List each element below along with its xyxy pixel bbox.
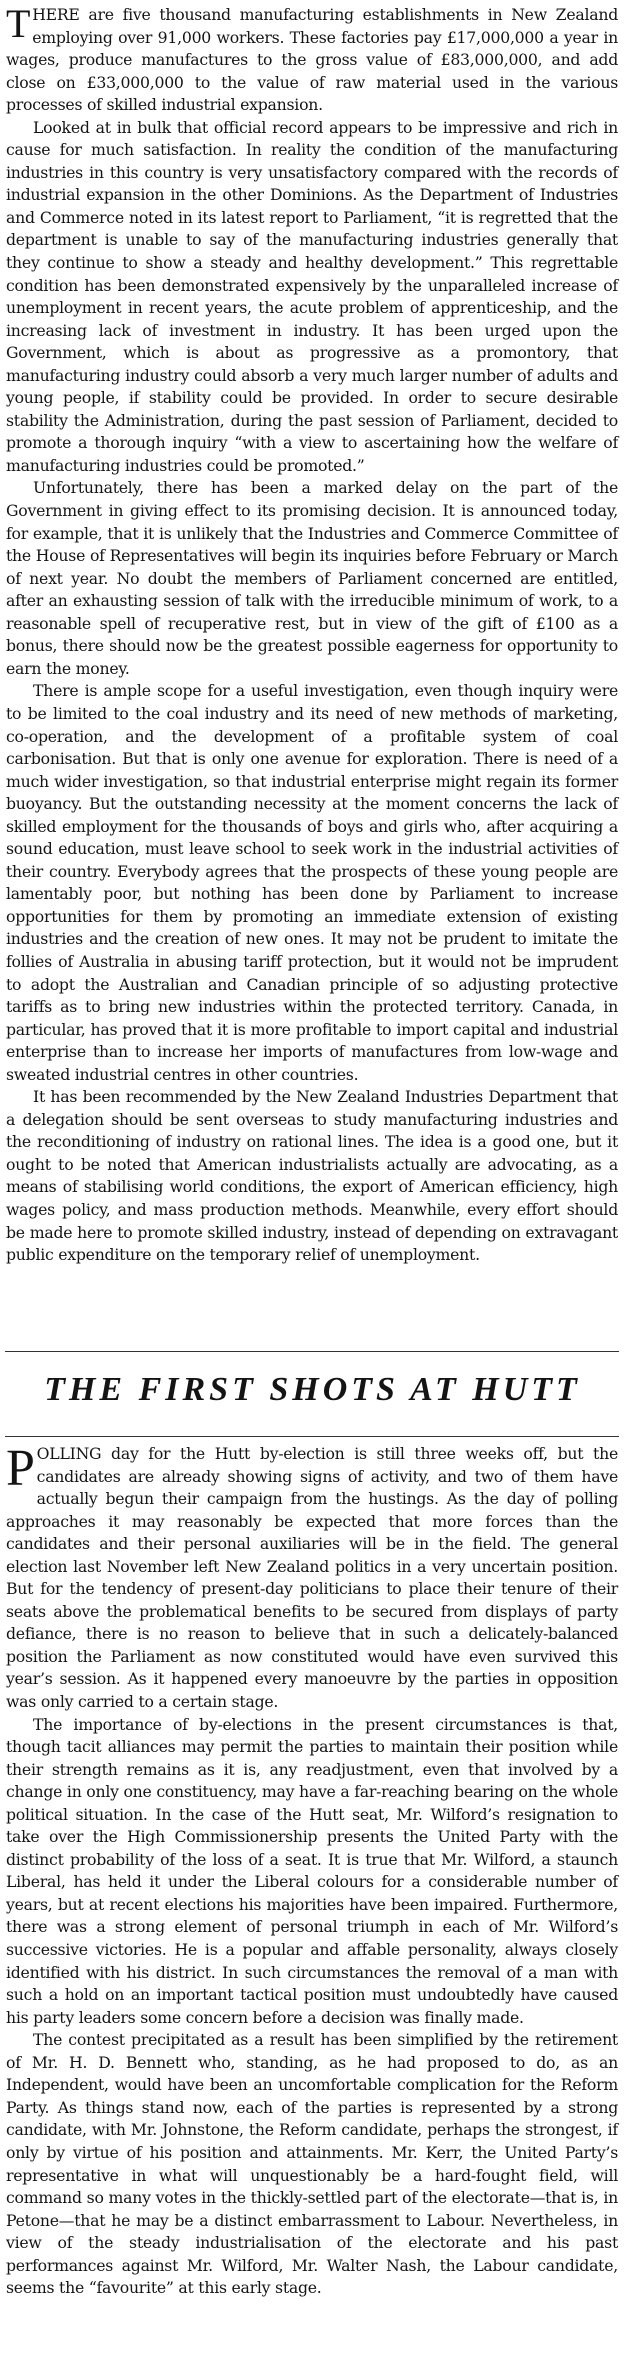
lead-text: HERE are five thousand manufacturing establishments in New Zealand employing over 91,000 workers. These factories pay £17,000,000 a year in wages, produce manufactures to the gross value of £83,000,000, and add close on £33,000,000 to the value of raw material used in the various processes of skilled industrial expansion. xyxy=(6,5,618,115)
section-divider-top xyxy=(5,1351,619,1352)
drop-cap-p: P xyxy=(6,1440,35,1497)
article-hutt-by-election xyxy=(6,1440,618,2300)
article-manufacturing xyxy=(6,1,618,1267)
article-paragraph: The contest precipitated as a result has been simplified by the retirement of Mr. H. D. Bennett who, standing, as he had proposed to do, as an Independent, would have been an uncomfortable complication for the Reform Party. As things stand now, each of the parties is represented by a strong candidate, with Mr. Johnstone, the Reform candidate, perhaps the strongest, if only by virtue of his position and attainments. Mr. Kerr, the United Party’s representative in what will unquestionably be a hard-fought field, will command so many votes in the thickly-settled part of the electorate—that is, in Petone—that he may be a distinct embarrassment to Labour. Nevertheless, in view of the steady industrialisation of the electorate and his past performances against Mr. Wilford, Mr. Walter Nash, the Labour candidate, seems the “favourite” at this early stage. xyxy=(6,2030,618,2298)
article-paragraph: There is ample scope for a useful investigation, even though inquiry were to be limited to the coal industry and its need of new methods of marketing, co-operation, and the development of a profitable system of coal carbonisation. But that is only one avenue for exploration. There is need of a much wider investigation, so that industrial enterprise might regain its former buoyancy. But the outstanding necessity at the moment concerns the lack of skilled employment for the thousands of boys and girls who, after acquiring a sound education, must leave school to seek work in the industrial activities of their country. Everybody agrees that the prospects of these young people are lamentably poor, but nothing has been done by Parliament to increase opportunities for them by promoting an immediate extension of existing industries and the creation of new ones. It may not be prudent to imitate the follies of Australia in abusing tariff protection, but it would not be imprudent to adopt the Australian and Canadian principle of so adjusting protective tariffs as to bring new industries within the protected territory. Canada, in particular, has proved that it is more profitable to import capital and industrial enterprise than to increase her imports of manufactures from low-wage and sweated industrial centres in other countries. xyxy=(6,681,618,1084)
article-paragraph: Unfortunately, there has been a marked delay on the part of the Government in giving effect to its promising decision. It is announced today, for example, that it is unlikely that the Industries and Commerce Committee of the House of Representatives will begin its inquiries before February or March of next year. No doubt the members of Parliament concerned are entitled, after an exhausting session of talk with the irreducible minimum of work, to a reasonable spell of recuperative rest, but in view of the gift of £100 as a bonus, there should now be the greatest possible eagerness for opportunity to earn the money. xyxy=(6,478,618,678)
article-paragraph: It has been recommended by the New Zealand Industries Department that a delegation should be sent overseas to study manufacturing industries and the reconditioning of industry on rational lines. The idea is a good one, but it ought to be noted that American industrialists actually are advocating, as a means of stabilising world conditions, the export of American efficiency, high wages policy, and mass production methods. Meanwhile, every effort should be made here to promote skilled industry, instead of depending on extravagant public expenditure on the temporary relief of unemployment. xyxy=(6,1087,618,1265)
article-paragraph: The importance of by-elections in the present circumstances is that, though tacit alliances may permit the parties to maintain their position while their strength remains as it is, any readjustment, even that involved by a change in only one constituency, may have a far-reaching bearing on the whole political situation. In the case of the Hutt seat, Mr. Wilford’s resignation to take over the High Commissionership presents the United Party with the distinct probability of the loss of a seat. It is true that Mr. Wilford, a staunch Liberal, has held it under the Liberal colours for a considerable number of years, but at recent elections his majorities have been impaired. Furthermore, there was a strong element of personal triumph in each of Mr. Wilford’s successive victories. He is a popular and affable personality, always closely identified with his district. In such circumstances the removal of a man with such a hold on an important tactical position must undoubtedly have caused his party leaders some concern before a decision was finally made. xyxy=(6,1714,618,2027)
drop-cap-t: T xyxy=(6,1,31,46)
article-lead-paragraph xyxy=(6,1,618,117)
headline-hutt: THE FIRST SHOTS AT HUTT xyxy=(44,1371,581,1408)
article-paragraph: Looked at in bulk that official record appears to be impressive and rich in cause for much satisfaction. In reality the condition of the manufacturing industries in this country is very unsatisfactory compared with the records of industrial expansion in the other Dominions. As the Department of Industries and Commerce noted in its latest report to Parliament, “it is regretted that the department is unable to say of the manufacturing industries generally that they continue to show a steady and healthy development.” This regrettable condition has been demonstrated expensively by the unparalleled increase of unemployment in recent years, the acute problem of apprenticeship, and the increasing lack of investment in industry. It has been urged upon the Government, which is about as progressive as a promontory, that manufacturing industry could absorb a very much larger number of adults and young people, if stability could be provided. In order to secure desirable stability the Administration, during the past session of Parliament, decided to promote a thorough inquiry “with a view to ascertaining how the welfare of manufacturing industries could be promoted.” xyxy=(6,117,618,475)
article-lead-paragraph xyxy=(6,1440,618,1714)
lead-text: OLLING day for the Hutt by-election is still three weeks off, but the candidates are already showing signs of activity, and two of them have actually begun their campaign from the hustings. As the day of polling approaches it may reasonably be expected that more forces than the candidates and their personal auxiliaries will be in the field. The general election last November left New Zealand politics in a very uncertain position. But for the tendency of present-day politicians to place their tenure of their seats above the problematical benefits to be secured from displays of party defiance, there is no reason to believe that in such a delicately-balanced position the Parliament as now constituted would have even survived this year’s session. As it happened every manoeuvre by the parties in opposition was only carried to a certain stage. xyxy=(6,1444,618,1712)
section-divider-bottom xyxy=(5,1436,619,1437)
